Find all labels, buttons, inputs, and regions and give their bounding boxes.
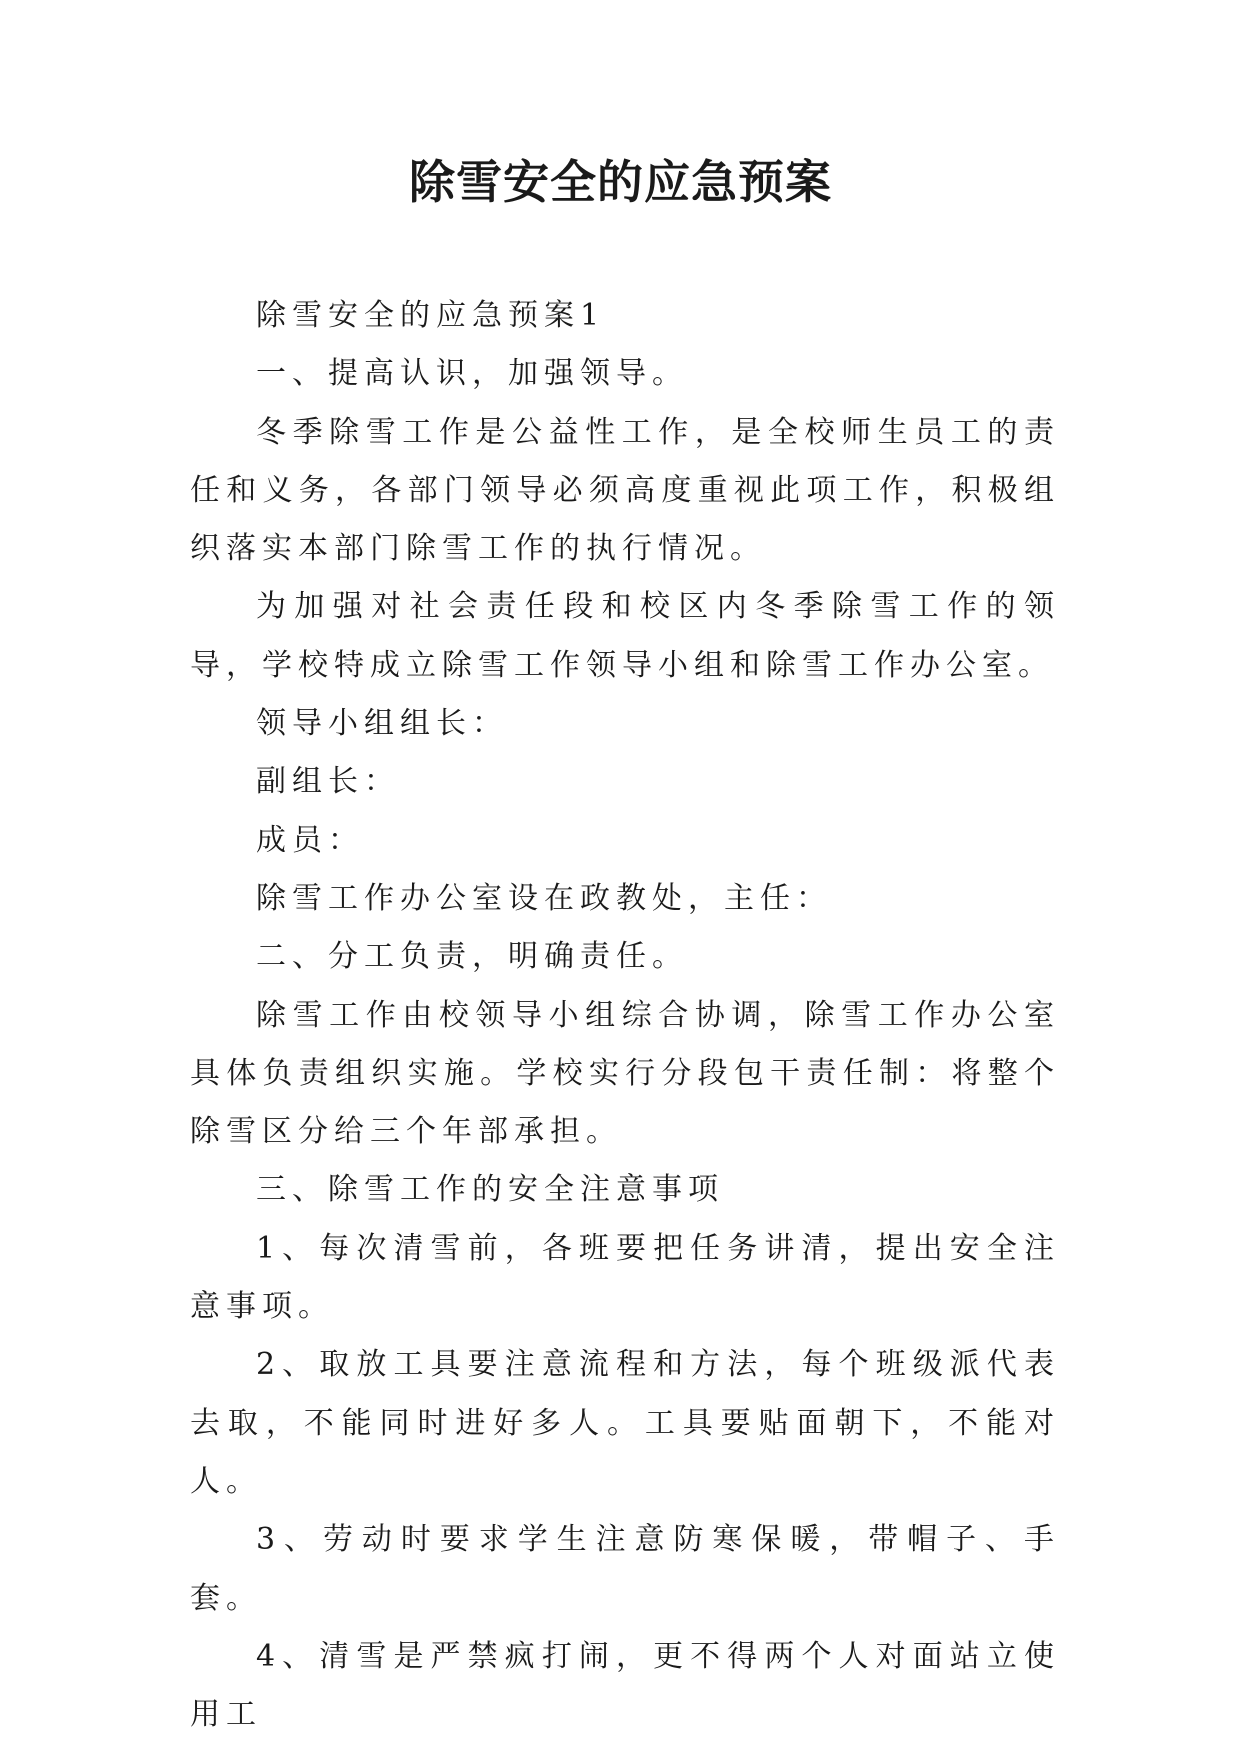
paragraph: 冬季除雪工作是公益性工作，是全校师生员工的责任和义务，各部门领导必须高度重视此项工作，积极组织落实本部门除雪工作的执行情况。	[190, 414, 1060, 567]
paragraph: 4、清雪是严禁疯打闹，更不得两个人对面站立使用工	[190, 1638, 1060, 1733]
paragraph: 领导小组组长：	[256, 706, 508, 742]
paragraph: 副组长：	[256, 764, 400, 800]
paragraph: 为加强对社会责任段和校区内冬季除雪工作的领导，学校特成立除雪工作领导小组和除雪工作办公室。	[190, 589, 1060, 683]
paragraph: 除雪工作由校领导小组综合协调，除雪工作办公室具体负责组织实施。学校实行分段包干责任制：将整个除雪区分给三个年部承担。	[190, 997, 1060, 1150]
paragraph: 3、劳动时要求学生注意防寒保暖，带帽子、手套。	[190, 1522, 1060, 1616]
paragraph: 1、每次清雪前，各班要把任务讲清，提出安全注意事项。	[190, 1230, 1060, 1325]
document-body	[190, 287, 1060, 1744]
paragraph: 一、提高认识，加强领导。	[256, 356, 688, 392]
paragraph: 除雪安全的应急预案1	[256, 298, 606, 333]
paragraph: 二、分工负责，明确责任。	[256, 939, 688, 975]
paragraph: 三、除雪工作的安全注意事项	[256, 1172, 724, 1208]
paragraph: 成员：	[256, 822, 364, 858]
paragraph: 2、取放工具要注意流程和方法，每个班级派代表去取，不能同时进好多人。工具要贴面朝下，不能对人。	[190, 1347, 1060, 1499]
paragraph: 除雪工作办公室设在政教处，主任：	[256, 880, 832, 916]
document-title: 除雪安全的应急预案	[409, 155, 832, 209]
